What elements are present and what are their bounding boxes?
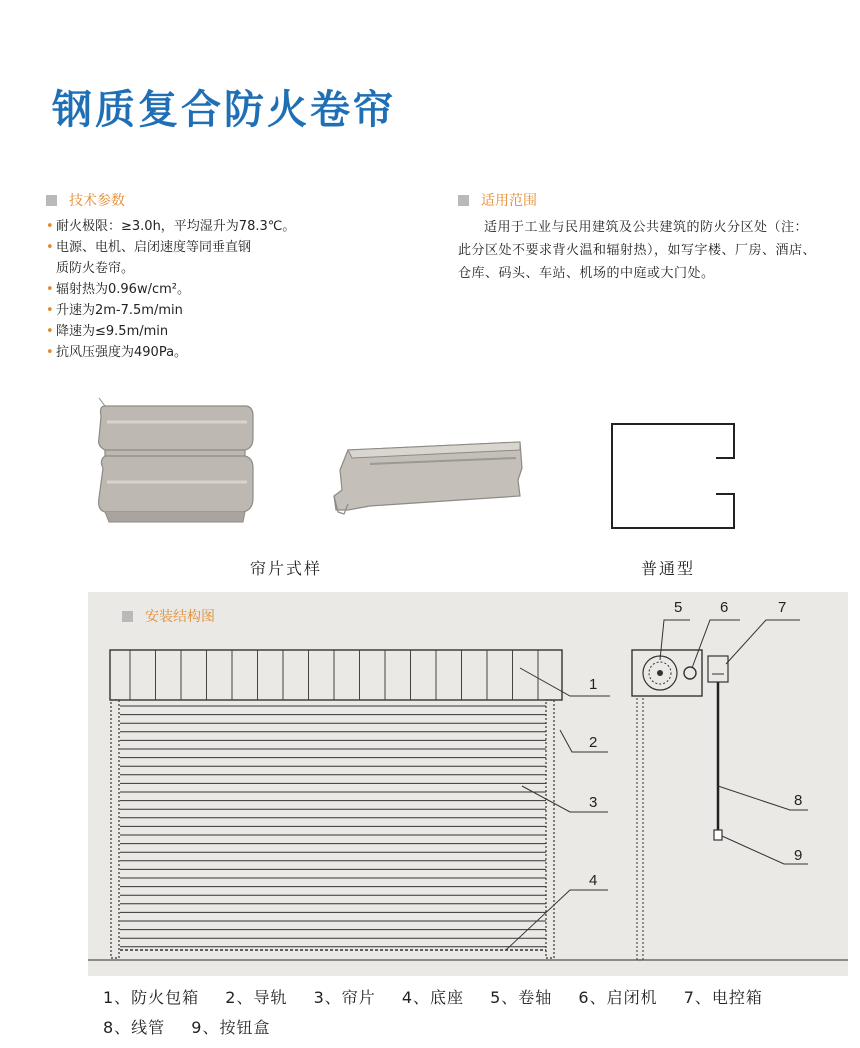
- callout-9: 9: [794, 847, 803, 864]
- legend-item: 4、底座: [401, 988, 465, 1007]
- callout-4: 4: [589, 872, 598, 889]
- legend-item: 8、线管: [103, 1018, 166, 1037]
- fire-box: [110, 650, 562, 700]
- legend-item: 6、启闭机: [578, 988, 658, 1007]
- left-guide-rail: [111, 700, 119, 958]
- callout-7: 7: [778, 599, 787, 616]
- legend-item: 5、卷轴: [490, 988, 553, 1007]
- legend-item: 7、电控箱: [683, 988, 763, 1007]
- button-box: [714, 830, 722, 840]
- slat-style-caption: 帘片式样: [250, 559, 323, 578]
- tech-params-heading-label: 技术参数: [69, 193, 125, 209]
- callout-5: 5: [674, 599, 683, 616]
- control-box: [708, 656, 728, 682]
- callout-1: 1: [589, 676, 598, 693]
- spec-item: • 电源、电机、启闭速度等同垂直钢: [46, 237, 295, 258]
- motor: [684, 667, 696, 679]
- callout-3: 3: [589, 794, 598, 811]
- spec-item: • 辐射热为0.96w/cm²。: [46, 279, 295, 300]
- spec-item: • 降速为≤9.5m/min: [46, 321, 295, 342]
- legend-item: 2、导轨: [225, 988, 288, 1007]
- page-title: 钢质复合防火卷帘: [52, 87, 396, 133]
- component-legend: [103, 983, 843, 1043]
- side-rail: [637, 696, 643, 960]
- callout-6: 6: [720, 599, 729, 616]
- curtain-slats: [120, 706, 546, 947]
- legend-item: 1、防火包箱: [103, 988, 200, 1007]
- ordinary-type-caption: 普通型: [641, 559, 696, 578]
- legend-item: 3、帘片: [313, 988, 376, 1007]
- spec-item-continued: 质防火卷帘。: [56, 261, 135, 276]
- spec-item: • 耐火极限：≥3.0h，平均湿升为78.3℃。: [46, 216, 295, 237]
- scope-text: 适用于工业与民用建筑及公共建筑的防火分区处（注：此分区处不要求背火温和辐射热），如写字楼、厂房、酒店、仓库、码头、车站、机场的中庭或大门处。: [458, 220, 817, 281]
- legend-item: 9、按钮盒: [191, 1018, 271, 1037]
- spec-item: • 升速为2m-7.5m/min: [46, 300, 295, 321]
- callout-2: 2: [589, 734, 598, 751]
- fire-box-panel-lines: [130, 650, 538, 700]
- spec-item: • 抗风压强度为490Pa。: [46, 342, 295, 363]
- callout-8: 8: [794, 792, 803, 809]
- scope-heading-label: 适用范围: [481, 193, 537, 209]
- right-guide-rail: [546, 700, 554, 958]
- installation-heading-label: 安装结构图: [145, 609, 215, 625]
